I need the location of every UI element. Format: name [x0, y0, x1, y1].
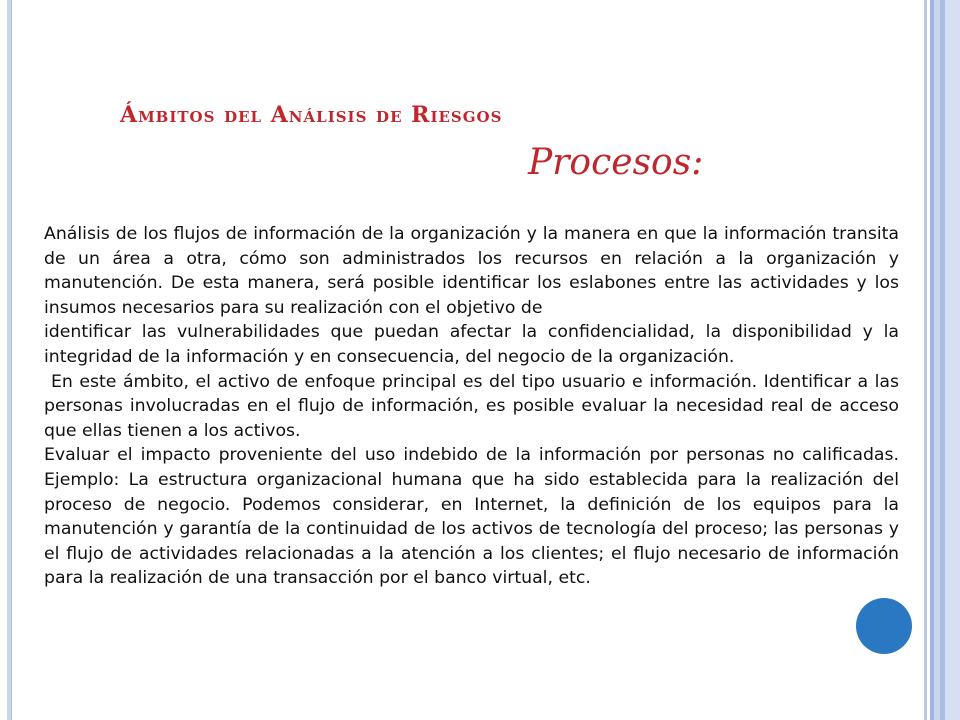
paragraph-4: Evaluar el impacto proveniente del uso indebido de la información por personas no calificadas. Ejemplo: La estructura organizacional humana que ha sido establecida para la realización del proceso de negocio. Podemos considerar, en Internet, la definición de los equipos para la manutención y garantía de la continuidad de los activos de tecnología del proceso; las personas y el flujo de actividades relacionadas a la atención a los clientes; el flujo necesario de información para la realización de una transacción por el banco virtual, etc. [44, 445, 899, 589]
slide-title: Ámbitos del Análisis de Riesgos [120, 102, 503, 128]
decorative-circle [856, 598, 912, 654]
slide-body [44, 222, 899, 591]
left-frame-line [7, 0, 12, 720]
right-frame-stripes [918, 0, 960, 720]
slide-subtitle: Procesos: [528, 142, 704, 183]
paragraph-1: Análisis de los flujos de información de la organización y la manera en que la información transita de un área a otra, cómo son administrados los recursos en relación a la organización y manutención. De esta manera, será posible identificar los eslabones entre las actividades y los insumos necesarios para su realización con el objetivo de [44, 224, 899, 318]
paragraph-3: En este ámbito, el activo de enfoque principal es del tipo usuario e información. Identificar a las personas involucradas en el flujo de información, es posible evaluar la necesidad real de acceso que ellas tienen a los activos. [44, 371, 899, 441]
paragraph-2: identificar las vulnerabilidades que puedan afectar la confidencialidad, la disponibilidad y la integridad de la información y en consecuencia, del negocio de la organización. [44, 322, 899, 367]
